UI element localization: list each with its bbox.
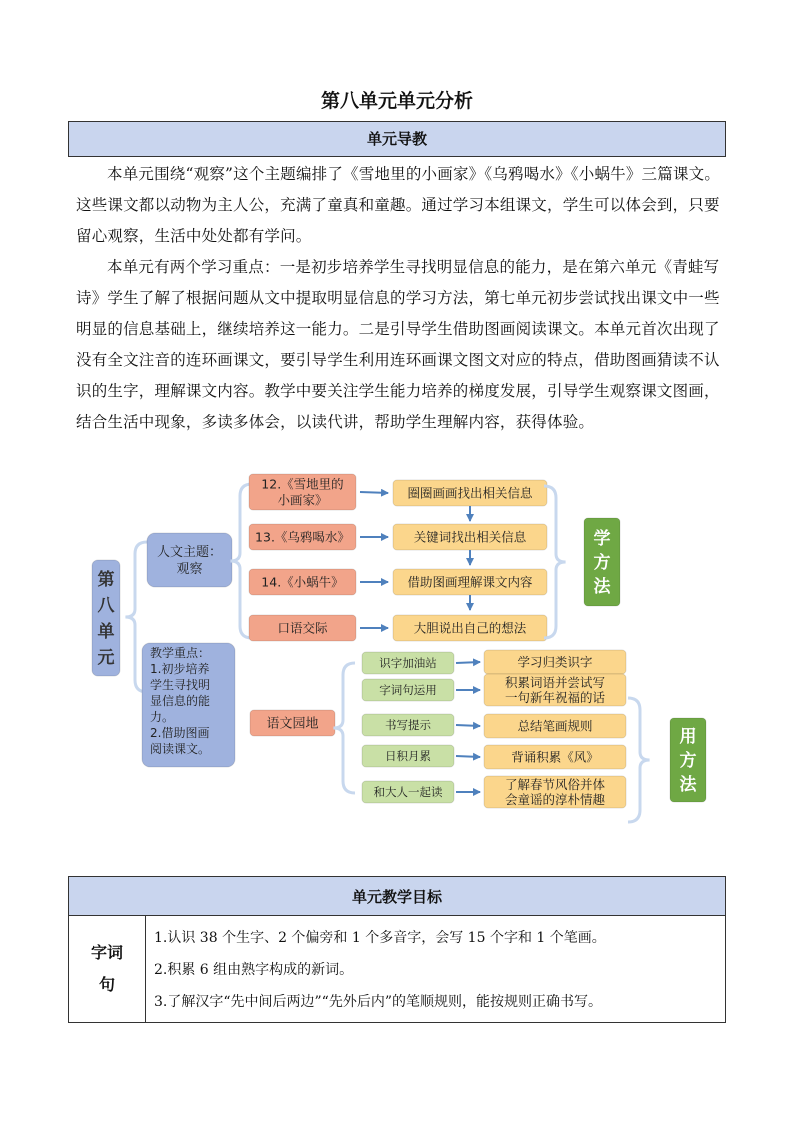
use-method-badge bbox=[670, 718, 706, 802]
intro-paragraph-2: 本单元有两个学习重点：一是初步培养学生寻找明显信息的能力，是在第六单元《青蛙写诗》学生了解了根据问题从文中提取明显信息的学习方法，第七单元初步尝试找出课文中一些明显的信息基础上，继续培养这一能力。二是引导学生借助图画阅读课文。本单元首次出现了没有全文注音的连环画课文，要引导学生利用连环画课文图文对应的特点，借助图画猜读不认识的生字，理解课文内容。教学中要关注学生能力培养的梯度发展，引导学生观察课文图画，结合生活中现象，多读多体会，以读代讲，帮助学生理解内容，获得体验。 bbox=[76, 258, 720, 431]
focus-node-text: 力。 bbox=[150, 710, 175, 724]
lesson-node bbox=[249, 524, 356, 550]
use-brace bbox=[628, 698, 650, 822]
method-node bbox=[393, 524, 547, 550]
intro-paragraph-1: 本单元围绕“观察”这个主题编排了《雪地里的小画家》《乌鸦喝水》《小蜗牛》三篇课文。这些课文都以动物为主人公，充满了童真和童趣。通过学习本组课文，学生可以体会到，只要留心观察，生活中处处都有学问。 bbox=[76, 165, 721, 245]
garden-result-node-text: 总结笔画规则 bbox=[517, 718, 593, 734]
focus-node-text: 1.初步培养 bbox=[150, 662, 210, 676]
focus-node-text: 学生寻找明 bbox=[150, 678, 211, 692]
garden-result-node-text: 背诵积累《风》 bbox=[511, 749, 599, 765]
root-node-text: 第 bbox=[97, 570, 115, 591]
goal-item: 2.积累 6 组由熟字构成的新词。 bbox=[154, 962, 354, 978]
root-node-text: 八 bbox=[97, 596, 115, 617]
learn-method-badge-text: 方 bbox=[593, 553, 611, 574]
learn-method-badge bbox=[584, 518, 620, 606]
garden-result-node bbox=[484, 674, 626, 706]
goals-category-line-1: 字词 bbox=[90, 943, 123, 962]
garden-item-node bbox=[362, 679, 454, 701]
teaching-goals-table bbox=[68, 876, 726, 1023]
page-title: 第八单元单元分析 bbox=[320, 90, 473, 112]
theme-node-text: 观察 bbox=[176, 562, 203, 578]
unit-mind-map bbox=[0, 460, 794, 830]
root-node bbox=[92, 560, 120, 676]
goal-item: 3.了解汉字“先中间后两边”“先外后内”的笔顺规则，能按规则正确书写。 bbox=[154, 994, 602, 1010]
lesson-node-text: 小画家》 bbox=[277, 492, 328, 508]
lesson-node bbox=[249, 474, 356, 510]
garden-result-node-text: 会童谣的淳朴情趣 bbox=[504, 792, 606, 807]
garden-node-text: 语文园地 bbox=[266, 716, 319, 732]
use-method-badge-text: 法 bbox=[679, 775, 697, 796]
garden-result-node bbox=[484, 745, 626, 769]
garden-arrow bbox=[456, 756, 480, 757]
goals-category bbox=[69, 916, 146, 1023]
theme-node-text: 人文主题： bbox=[156, 545, 223, 561]
garden-result-node-text: 一句新年祝福的话 bbox=[504, 690, 606, 705]
method-node-text: 借助图画理解课文内容 bbox=[407, 574, 533, 590]
garden-result-node-text: 积累词语并尝试写 bbox=[504, 675, 606, 690]
garden-result-node-text: 了解春节风俗并体 bbox=[504, 777, 606, 792]
garden-item-node-text: 书写提示 bbox=[385, 718, 431, 733]
method-node-text: 关键词找出相关信息 bbox=[413, 529, 527, 545]
lesson-node bbox=[249, 615, 356, 641]
lesson-node-text: 13.《乌鸦喝水》 bbox=[255, 529, 350, 545]
focus-node bbox=[142, 643, 235, 767]
lesson-node bbox=[249, 569, 356, 595]
focus-node-text: 显信息的能 bbox=[150, 694, 211, 708]
method-node bbox=[393, 615, 547, 641]
section-header-unit-guide: 单元导教 bbox=[68, 121, 726, 157]
use-method-badge-text: 用 bbox=[679, 727, 697, 748]
focus-node-text: 2.借助图画 bbox=[150, 726, 210, 740]
learn-method-badge-text: 学 bbox=[593, 529, 611, 550]
garden-arrow bbox=[456, 662, 480, 663]
garden-item-node-text: 识字加油站 bbox=[379, 656, 437, 671]
garden-item-node-text: 日积月累 bbox=[385, 749, 431, 764]
lesson-node-text: 14.《小蜗牛》 bbox=[261, 574, 344, 590]
garden-item-node-text: 和大人一起读 bbox=[373, 785, 443, 800]
garden-result-node bbox=[484, 650, 626, 674]
root-node-text: 元 bbox=[97, 648, 115, 669]
focus-node-text: 教学重点： bbox=[150, 646, 211, 660]
method-node-text: 大胆说出自己的想法 bbox=[413, 620, 527, 636]
goals-items bbox=[146, 916, 726, 1023]
root-node-text: 单 bbox=[97, 622, 115, 643]
garden-item-node bbox=[362, 652, 454, 674]
lesson-node-text: 口语交际 bbox=[277, 620, 328, 636]
garden-brace bbox=[333, 663, 355, 793]
use-method-badge-text: 方 bbox=[679, 751, 697, 772]
lesson-node-text: 12.《雪地里的 bbox=[261, 476, 344, 492]
garden-result-node-text: 学习归类识字 bbox=[517, 654, 593, 670]
learn-method-badge-text: 法 bbox=[593, 577, 611, 598]
method-node bbox=[393, 569, 547, 595]
garden-item-node bbox=[362, 781, 454, 803]
garden-arrow bbox=[456, 725, 480, 726]
goals-header: 单元教学目标 bbox=[69, 877, 726, 916]
focus-node-text: 阅读课文。 bbox=[150, 742, 211, 756]
goals-category-line-2: 句 bbox=[98, 975, 115, 994]
learn-brace bbox=[544, 486, 566, 638]
garden-item-node-text: 字词句运用 bbox=[379, 683, 437, 698]
goal-item: 1.认识 38 个生字、2 个偏旁和 1 个多音字，会写 15 个字和 1 个笔画。 bbox=[154, 930, 606, 946]
method-node-text: 圈圈画画找出相关信息 bbox=[407, 485, 533, 501]
garden-result-node bbox=[484, 714, 626, 738]
garden-node bbox=[250, 710, 335, 736]
garden-item-node bbox=[362, 714, 454, 736]
garden-result-node bbox=[484, 776, 626, 808]
garden-item-node bbox=[362, 745, 454, 767]
lesson-arrow bbox=[360, 492, 388, 493]
method-node bbox=[393, 480, 547, 506]
theme-node bbox=[147, 533, 232, 587]
